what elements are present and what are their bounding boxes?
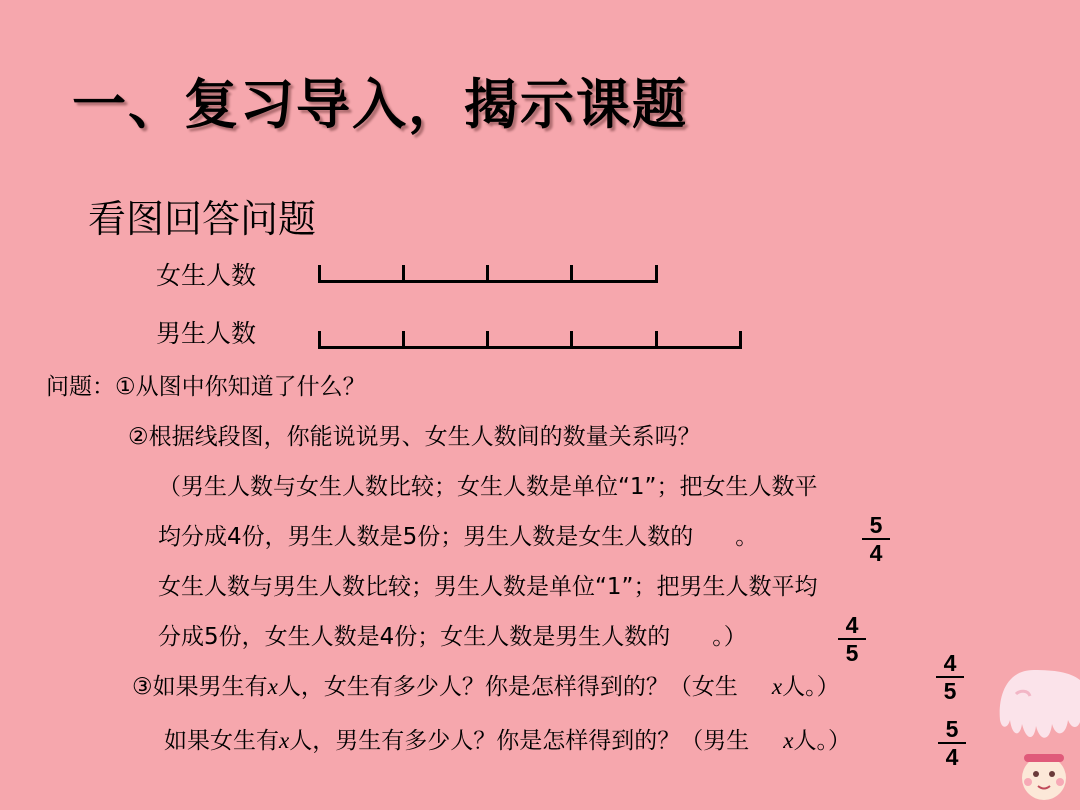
segment-tick [486,331,489,349]
fraction-numerator: 4 [838,612,866,640]
segment-tick [570,331,573,349]
question-1 [46,372,366,402]
segment-tick [739,331,742,349]
answer-line-4 [158,622,747,652]
answer-line-2-end: 。 [735,524,759,550]
boys-segment-line [318,328,742,349]
segment-tick [486,265,489,283]
segment-tick [318,331,321,349]
variable-x: x [267,674,278,699]
fraction-denominator: 4 [945,744,959,770]
page-title: 一、复习导入，揭示课题 [72,73,688,136]
ice-cream-mascot-icon [994,650,1080,810]
fraction-5-4 [938,716,966,770]
segment-tick [655,331,658,349]
answer-line-4-end: 。） [712,624,747,650]
answer-line-1: （男生人数与女生人数比较；女生人数是单位“1”；把女生人数平 [158,474,818,500]
question-2: ②根据线段图，你能说说男、女生人数间的数量关系吗？ [128,424,701,450]
fraction-denominator: 5 [943,678,957,704]
fraction-numerator: 5 [938,716,966,744]
segment-tick [402,265,405,283]
question-3-a: ③如果男生有 [132,674,268,700]
variable-x: x [771,674,783,699]
girls-segment-line [318,262,658,283]
fraction-denominator: 4 [869,540,883,566]
question-1-text: ①从图中你知道了什么？ [115,374,366,400]
question-4-a: 如果女生有 [164,728,279,754]
segment-tick [318,265,321,283]
answer-line-2-text: 均分成4份，男生人数是5份；男生人数是女生人数的 [158,524,694,550]
variable-x: x [783,728,794,753]
answer-line-4-text: 分成5份，女生人数是4份；女生人数是男生人数的 [158,624,671,650]
fraction-4-5 [838,612,866,666]
answer-line-2 [158,522,758,552]
question-4 [164,726,851,756]
question-3-b: 人，女生有多少人？你是怎样得到的？（女生 [277,674,738,700]
question-4-c: 人。） [793,728,851,754]
question-prefix: 问题： [46,374,115,400]
segment-tick [402,331,405,349]
segment-tick [570,265,573,283]
answer-line-3: 女生人数与男生人数比较；男生人数是单位“1”；把男生人数平均 [158,574,818,600]
boys-count-label: 男生人数 [156,319,257,348]
fraction-denominator: 5 [845,640,859,666]
question-3-c: 人。） [782,674,840,700]
question-4-b: 人，男生有多少人？你是怎样得到的？（男生 [289,728,750,754]
variable-x: x [279,728,290,753]
girls-count-label: 女生人数 [156,261,257,290]
fraction-numerator: 4 [936,650,964,678]
question-3 [132,672,840,702]
fraction-4-5 [936,650,964,704]
fraction-numerator: 5 [862,512,890,540]
fraction-5-4 [862,512,890,566]
segment-tick [655,265,658,283]
subtitle: 看图回答问题 [88,197,317,241]
